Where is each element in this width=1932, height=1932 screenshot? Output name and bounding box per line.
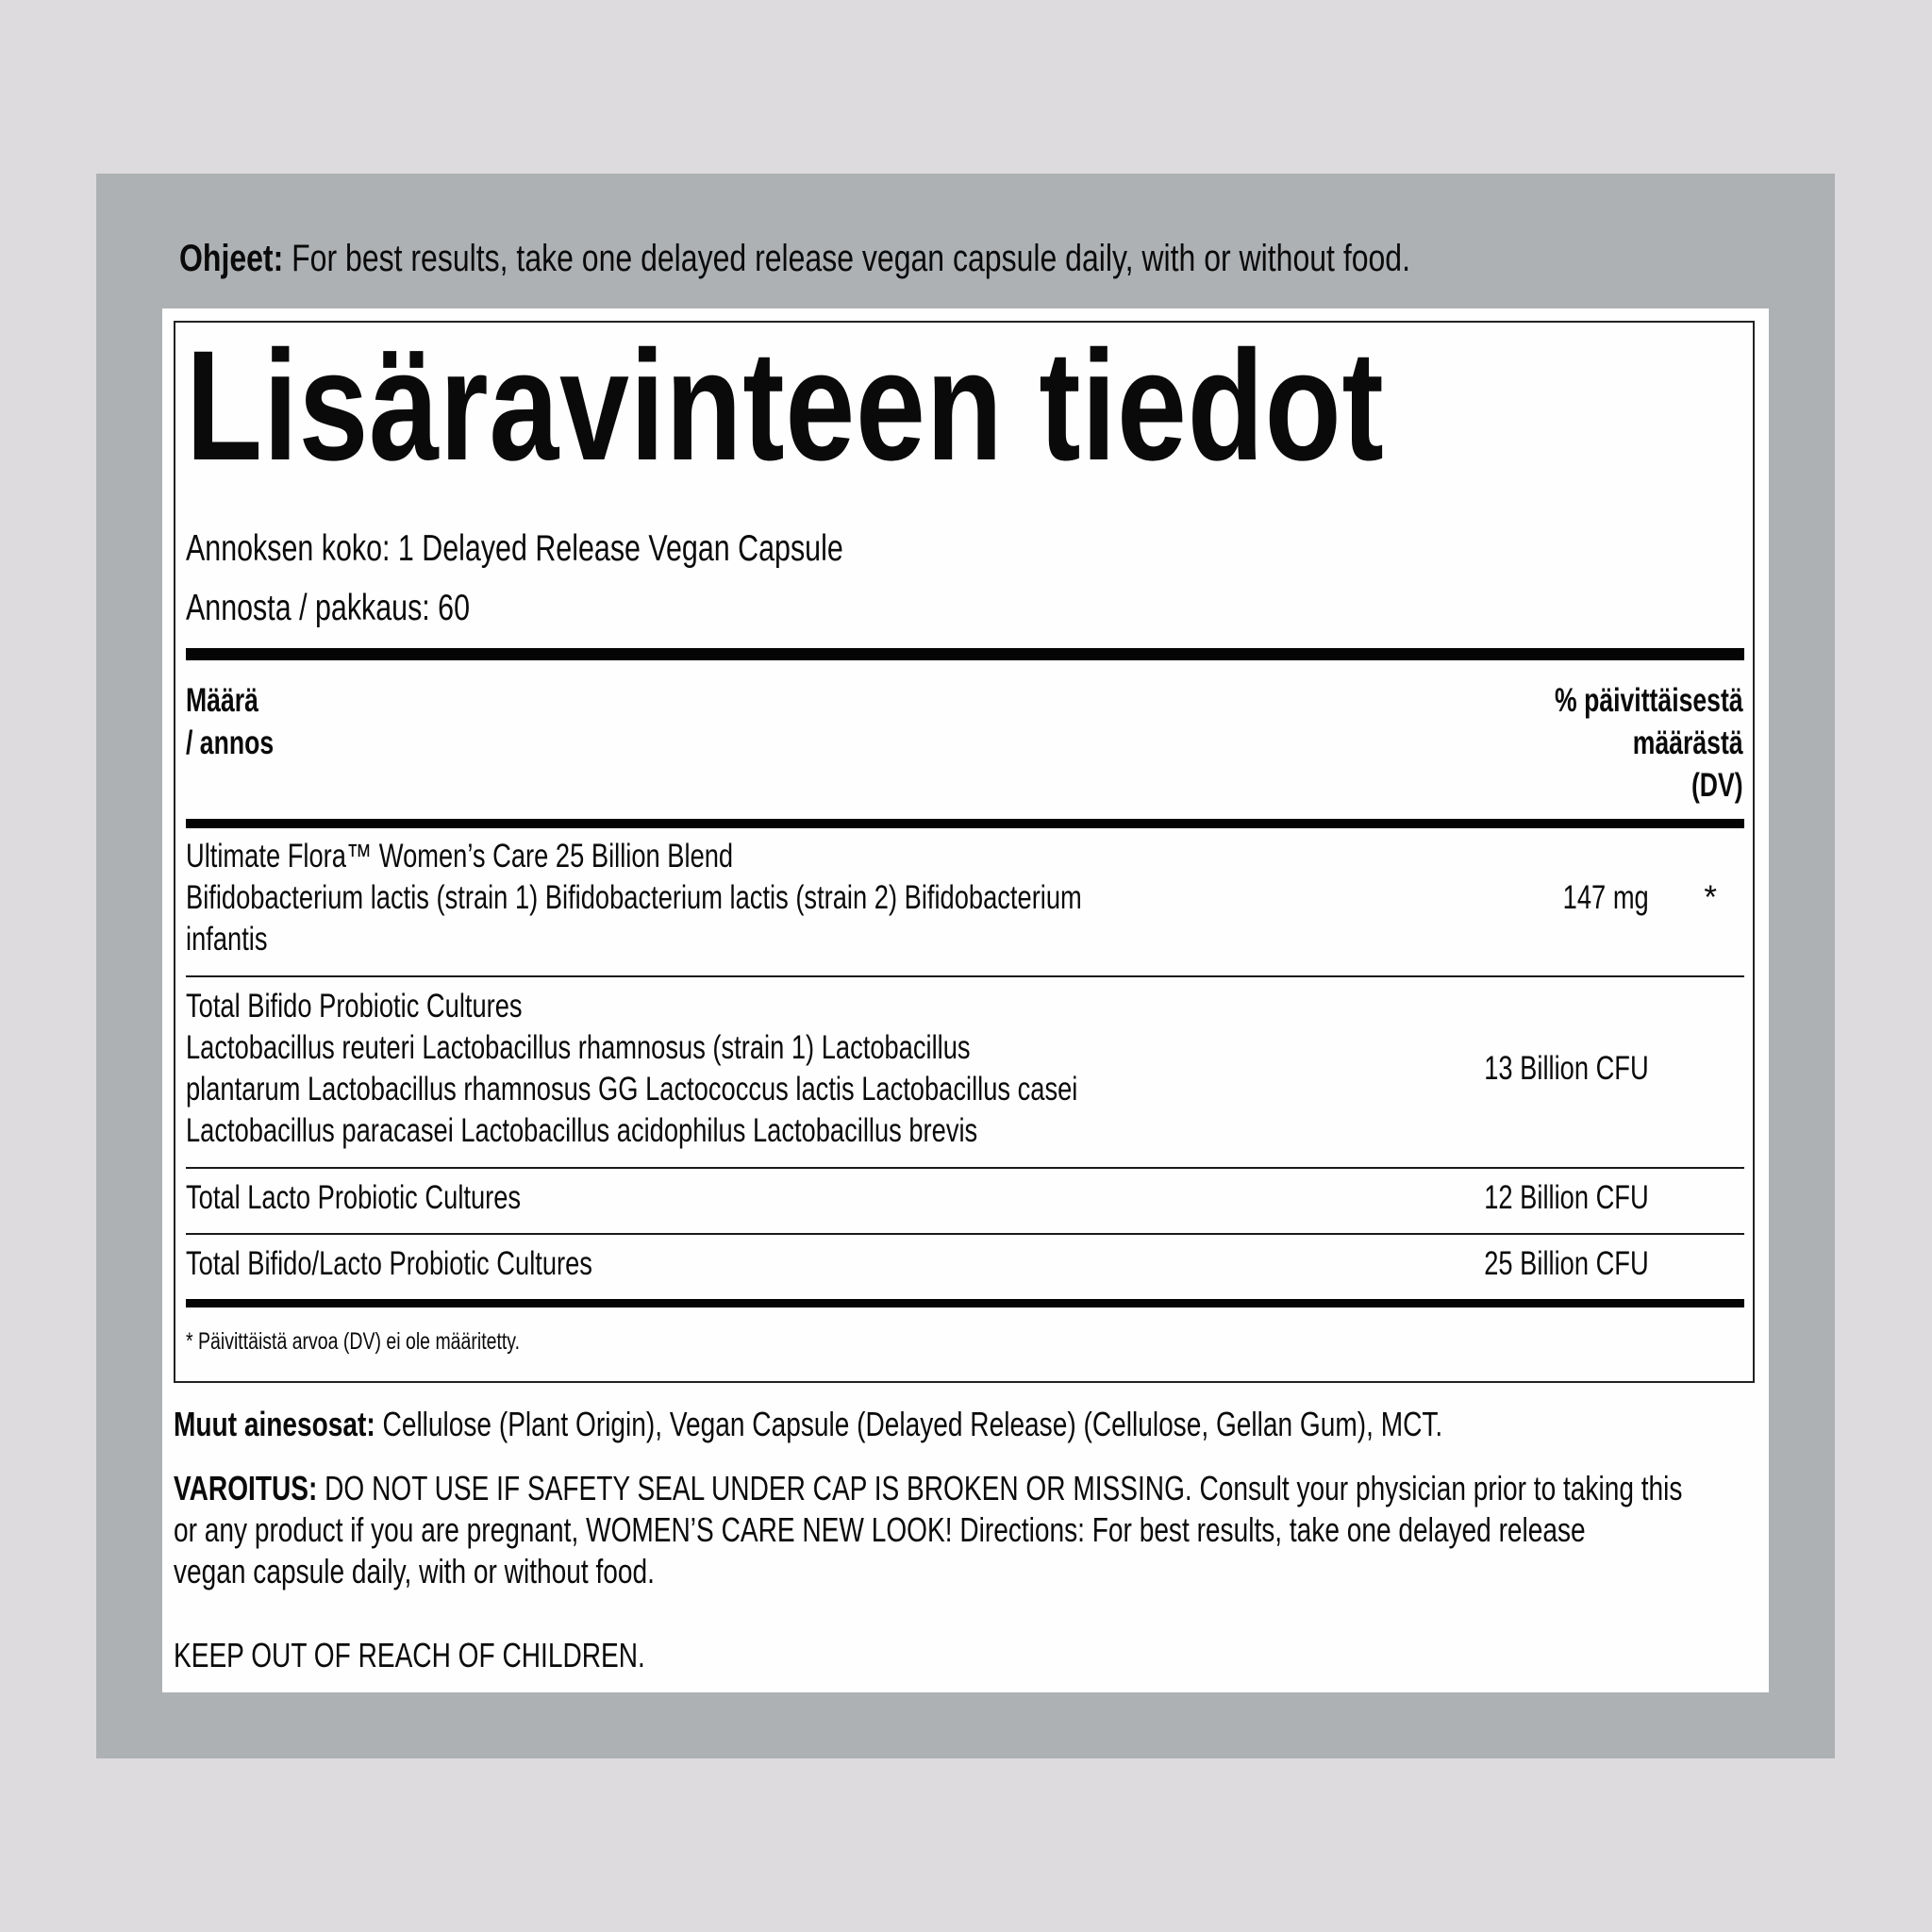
serving-size-text: Annoksen koko: 1 Delayed Release Vegan Capsule	[186, 528, 843, 569]
facts-title	[186, 319, 1684, 493]
nutrient-row-blend	[186, 836, 1335, 960]
keep-out-notice	[174, 1635, 778, 1676]
dv-footnote-text: * Päivittäistä arvoa (DV) ei ole määritetty.	[186, 1328, 521, 1355]
nutrient-detail: Bifidobacterium lactis (strain 1) Bifidobacterium lactis (strain 2) Bifidobacterium	[186, 879, 1082, 916]
amount-value: 13 Billion CFU	[1484, 1050, 1649, 1087]
dv-header-line3: (DV)	[1691, 767, 1743, 804]
nutrient-row-total	[186, 1243, 708, 1285]
nutrient-dv	[1704, 877, 1717, 919]
row-divider	[186, 975, 1744, 977]
nutrient-amount	[1438, 1177, 1649, 1219]
nutrient-detail: infantis	[186, 921, 268, 958]
amount-header	[186, 679, 302, 764]
nutrient-row-bifido	[186, 986, 1329, 1152]
amount-value: 25 Billion CFU	[1484, 1245, 1649, 1282]
serving-size	[186, 527, 1028, 571]
servings-per-container	[186, 587, 550, 630]
facts-title-text: Lisäravinteen tiedot	[186, 319, 1385, 493]
dv-header-line2: määrästä	[1633, 724, 1743, 761]
other-ingredients-text: Cellulose (Plant Origin), Vegan Capsule (Delayed Release) (Cellulose, Gellan Gum), MCT.	[375, 1405, 1443, 1443]
dv-header-line1: % päivittäisestä	[1555, 682, 1743, 719]
nutrient-name: Total Bifido Probiotic Cultures	[186, 988, 523, 1024]
nutrient-name: Total Bifido/Lacto Probiotic Cultures	[186, 1245, 592, 1282]
servings-per-container-text: Annosta / pakkaus: 60	[186, 588, 471, 628]
thick-divider-bottom	[186, 1299, 1744, 1307]
thick-divider-header	[186, 819, 1744, 828]
warning-line: DO NOT USE IF SAFETY SEAL UNDER CAP IS BROKEN OR MISSING. Consult your physician prior to taking this	[317, 1469, 1683, 1507]
row-divider	[186, 1233, 1744, 1235]
nutrient-amount	[1438, 1048, 1649, 1090]
nutrient-name: Ultimate Flora™ Women’s Care 25 Billion Blend	[186, 838, 734, 874]
keep-out-text: KEEP OUT OF REACH OF CHILDREN.	[174, 1636, 645, 1674]
amount-value: 147 mg	[1562, 879, 1649, 916]
other-ingredients-label: Muut ainesosat:	[174, 1405, 375, 1443]
nutrient-detail: Lactobacillus reuteri Lactobacillus rhamnosus (strain 1) Lactobacillus	[186, 1029, 971, 1066]
amount-header-line1: Määrä	[186, 682, 258, 719]
warning-line: or any product if you are pregnant, WOMEN’S CARE NEW LOOK! Directions: For best results, take one delayed release	[174, 1510, 1586, 1549]
amount-header-line2: / annos	[186, 724, 275, 761]
nutrient-detail: Lactobacillus paracasei Lactobacillus acidophilus Lactobacillus brevis	[186, 1112, 978, 1149]
nutrient-amount	[1539, 877, 1649, 919]
dv-header	[1495, 679, 1743, 807]
thick-divider-top	[186, 648, 1744, 660]
directions-text: For best results, take one delayed release vegan capsule daily, with or without food.	[283, 238, 1410, 279]
warning-block	[174, 1468, 1932, 1592]
nutrient-amount	[1438, 1243, 1649, 1285]
nutrient-name: Total Lacto Probiotic Cultures	[186, 1179, 522, 1216]
row-divider	[186, 1167, 1744, 1169]
directions-label: Ohjeet:	[179, 238, 284, 279]
warning-line: vegan capsule daily, with or without food.	[174, 1552, 655, 1591]
nutrient-row-lacto	[186, 1177, 615, 1219]
dv-footnote	[186, 1326, 614, 1357]
directions-line	[179, 236, 1718, 281]
other-ingredients	[174, 1404, 1801, 1445]
amount-value: 12 Billion CFU	[1484, 1179, 1649, 1216]
warning-label: VAROITUS:	[174, 1469, 318, 1507]
nutrient-detail: plantarum Lactobacillus rhamnosus GG Lactococcus lactis Lactobacillus casei	[186, 1071, 1078, 1108]
dv-value: *	[1704, 879, 1717, 916]
